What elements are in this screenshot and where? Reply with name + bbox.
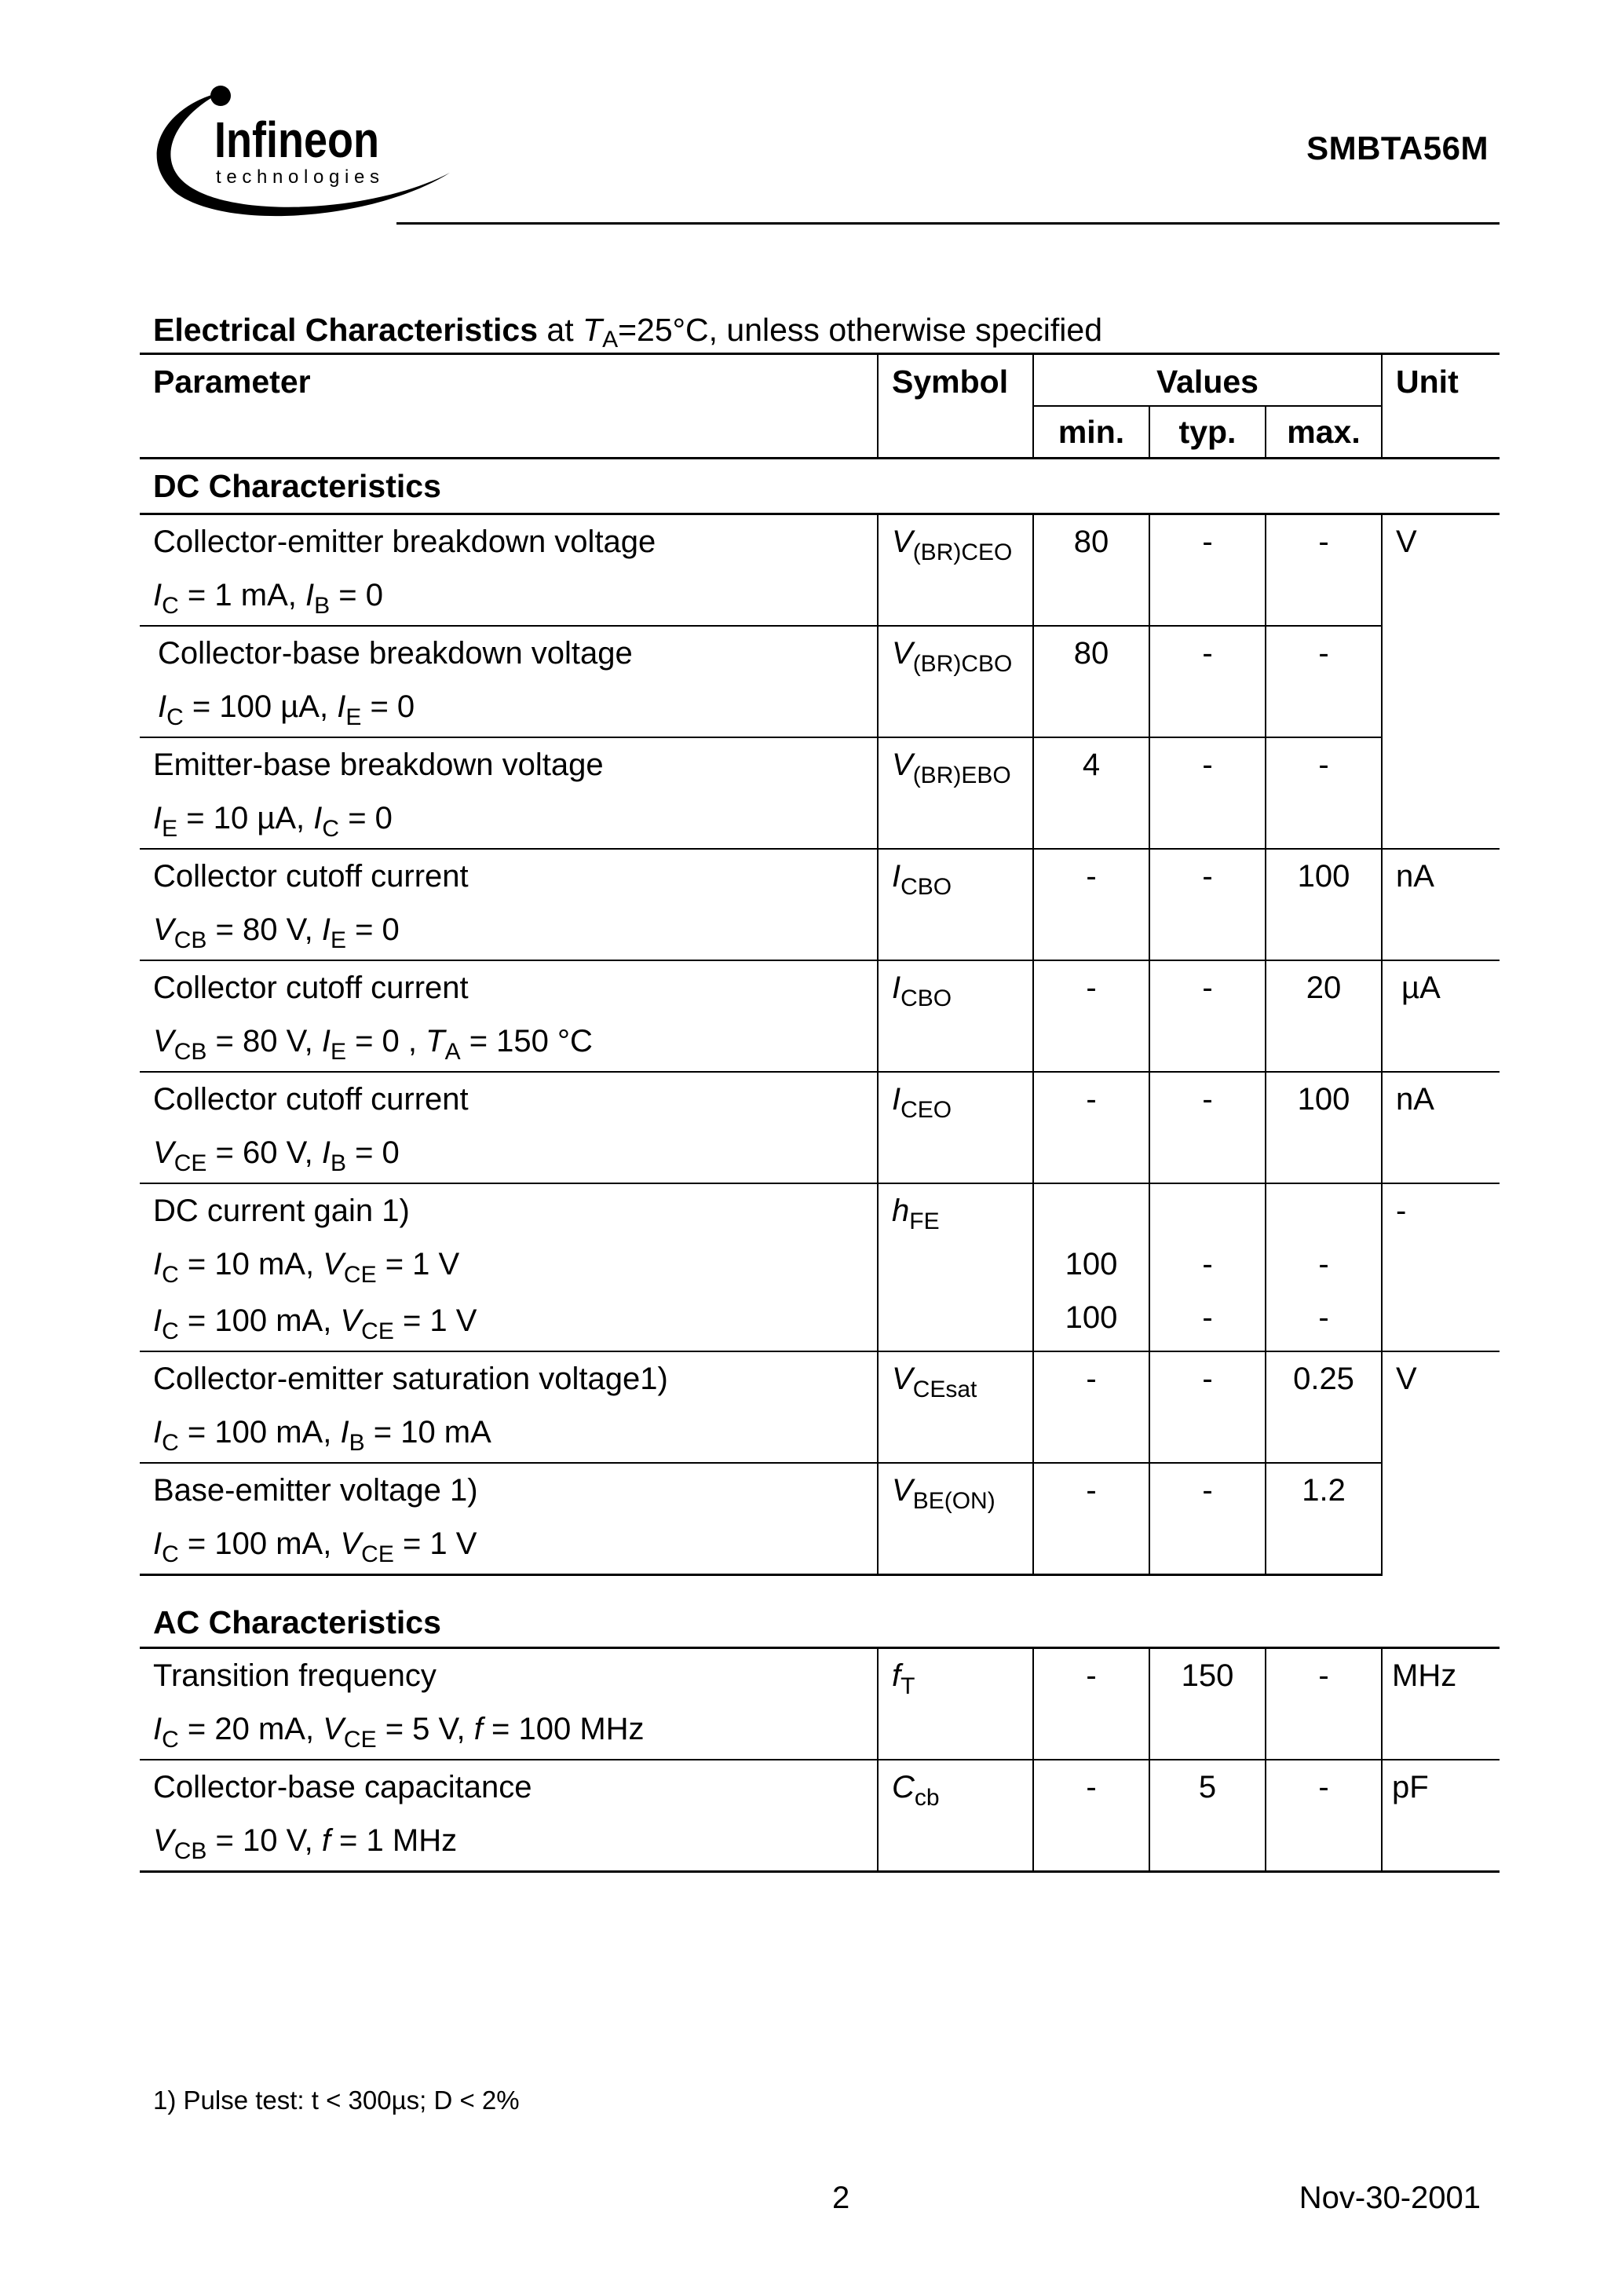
col-parameter: Parameter [140, 354, 878, 459]
footnote: 1) Pulse test: t < 300µs; D < 2% [153, 2086, 520, 2115]
col-values: Values [1033, 354, 1382, 407]
electrical-characteristics-table [140, 353, 1500, 1873]
ac-section-row [140, 1598, 1500, 1648]
table-row: Collector-emitter breakdown voltage $I_C = 1$ mA, $I_B = 0$ $V_{(BR)CEO}$ 80 - - V [140, 514, 1500, 627]
dc-section-title: DC Characteristics [140, 459, 1500, 514]
table-row: Transition frequency $I_C = 20$ mA, $V_{CE} = 5$ V, f = 100 MHz $f_T$ - 150 - MHz [140, 1648, 1500, 1760]
header-row [140, 354, 1500, 407]
col-typ: typ. [1149, 406, 1266, 459]
header-rule [396, 222, 1500, 225]
table-row: Collector cutoff current $V_{CE} = 60$ V, $I_B = 0$ $I_{CEO}$ - - 100 nA [140, 1072, 1500, 1183]
document-title: SMBTA56M [1306, 130, 1489, 166]
col-symbol: Symbol [878, 354, 1033, 459]
dc-section-row [140, 459, 1500, 514]
table-caption: Electrical Characteristics at $T_A=25^\circ C$, unless otherwise specified [153, 312, 1102, 353]
table-row: Collector-base breakdown voltage $I_C = 100$ µA, $I_E = 0$ $V_{(BR)CBO}$ 80 - - [140, 626, 1500, 737]
table-row: Collector-base capacitance $V_{CB} = 10$ V, f = 1 MHz $C_{cb}$ - 5 - pF [140, 1760, 1500, 1872]
col-unit: Unit [1382, 354, 1500, 459]
ac-section-title: AC Characteristics [153, 1604, 441, 1640]
infineon-logo [140, 82, 454, 232]
logo-name: Infineon [214, 112, 379, 168]
table-row: Collector cutoff current $V_{CB} = 80$ V, $I_E = 0$ , $T_A = 150$ °C $I_{CBO}$ - - 20 µA [140, 960, 1500, 1072]
table-row: Collector cutoff current $V_{CB} = 80$ V, $I_E = 0$ $I_{CBO}$ - - 100 nA [140, 849, 1500, 960]
table-row: Base-emitter voltage 1) $I_C = 100$ mA, $V_{CE} = 1$ V $V_{BE(ON)}$ - - 1.2 [140, 1463, 1500, 1575]
col-min: min. [1033, 406, 1149, 459]
table-row: Collector-emitter saturation voltage1) $I_C = 100$ mA, $I_B = 10$ mA $V_{CEsat}$ - - 0.25 V [140, 1351, 1500, 1463]
table-row: DC current gain 1) $I_C = 10$ mA, $V_{CE} = 1$ V $I_C = 100$ mA, $V_{CE} = 1$ V $h_{FE}$ 100 100 - - - - - [140, 1183, 1500, 1351]
page-number: 2 [832, 2181, 850, 2215]
logo-subtitle: technologies [216, 166, 379, 188]
col-max: max. [1266, 406, 1382, 459]
document-date: Nov-30-2001 [1299, 2181, 1481, 2215]
table-row: Emitter-base breakdown voltage $I_E = 10$ µA, $I_C = 0$ $V_{(BR)EBO}$ 4 - - [140, 737, 1500, 849]
